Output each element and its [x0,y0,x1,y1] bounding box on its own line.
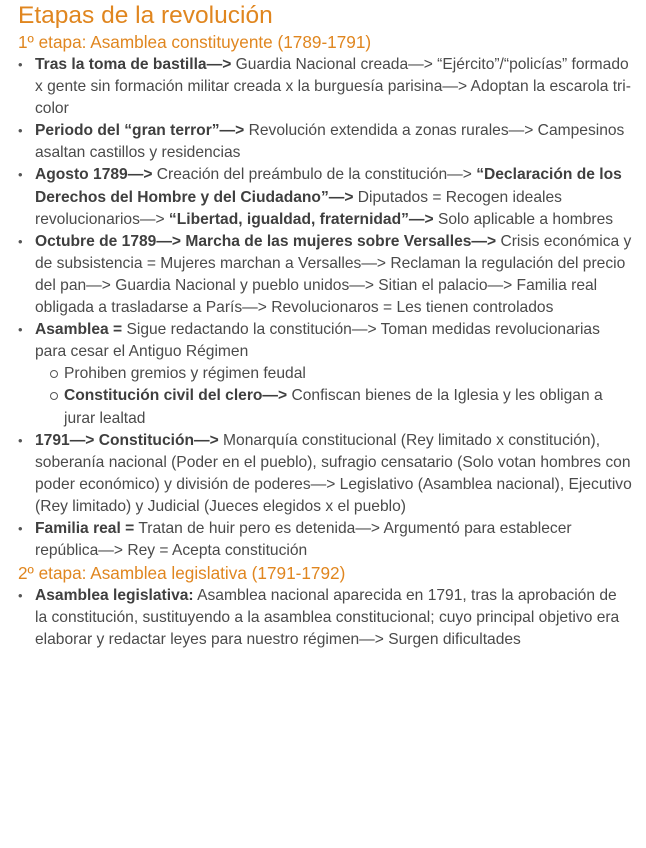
item-text: Diputados = Recogen ideales revolucionarios—> [35,188,562,228]
item-text: Asamblea nacional aparecida en 1791, tras la aprobación de la constitución, sustituyendo a la asamblea constitucional; cuyo principal objetivo era elaborar y redactar leyes para nuestro régimen—> Surgen dificultades [35,587,620,649]
item-text: Creación del preámbulo de la constitución—> [152,166,477,184]
item-text: Monarquía constitucional (Rey limitado x constitución), soberanía nacional (Poder en el pueblo), sufragio censatario (Solo votan hombres con poder económico) y división de poderes—> Legislativo (Asamblea nacional), Ejecutivo (Rey limitado) y Judicial (Jueces elegidos x el pueblo) [35,431,632,515]
item-text: Solo aplicable a hombres [433,210,614,228]
sub-list-item-gremios [35,363,632,385]
stage2-heading: 2º etapa: Asamblea legislativa (1791-1792) [18,563,346,584]
item-text: Tratan de huir pero es detenida—> Argumentó para establecer república—> Rey = Acepta constitución [35,519,572,560]
stage1-list [18,54,632,562]
item-text: Crisis económica y de subsistencia = Mujeres marchan a Versalles—> Reclaman la regulación del precio del pan—> Guardia Nacional y pueblo unidos—> Sitian el palacio—> Familia real obligada a trasladarse a París—> Revolucionaros = Les tienen controlados [35,232,632,317]
sub-item-text: Confiscan bienes de la Iglesia y les obligan a jurar lealtad [64,387,603,427]
list-item-bastilla [18,54,632,120]
item-bold-text: Agosto 1789—> [35,166,153,184]
item-text: Sigue redactando la constitución—> Toman medidas revolucionarias para cesar el Antiguo Régimen [35,321,600,361]
item-bold-text: Periodo del “gran terror”—> [35,122,245,140]
item-bold-text: 1791—> Constitución—> [35,431,219,449]
stage2-list [18,585,632,651]
item-text: Revolución extendida a zonas rurales—> Campesinos asaltan castillos y residencias [35,122,625,162]
item-bold-text: “Libertad, igualdad, fraternidad”—> [168,210,434,228]
page-title: Etapas de la revolución [18,2,273,29]
stage1-heading: 1º etapa: Asamblea constituyente (1789-1791) [18,32,372,52]
sub-item-text: Prohiben gremios y régimen feudal [64,365,306,383]
list-item-familia-real [18,518,632,562]
list-item-1791-constitucion [18,430,632,518]
item-bold-text: Asamblea legislativa: [35,587,194,605]
item-bold-text: “Declaración de los Derechos del Hombre y del Ciudadano”—> [35,166,622,206]
list-item-gran-terror [18,120,632,164]
list-item-agosto-1789 [18,164,632,230]
sub-item-bold-text: Constitución civil del clero—> [64,387,288,405]
item-text: Guardia Nacional creada—> “Ejército”/“policías” formado x gente sin formación militar creada x la burguesía parisina—> Adoptan la escarola tri-color [35,56,631,118]
list-item-octubre-1789 [18,231,632,319]
item-bold-text: Octubre de 1789—> Marcha de las mujeres sobre Versalles—> [35,232,497,250]
item-bold-text: Familia real = [35,519,135,537]
sub-list [35,363,632,429]
item-bold-text: Tras la toma de bastilla—> [35,56,232,73]
list-item-asamblea-legislativa [18,585,632,651]
item-bold-text: Asamblea = [35,321,123,339]
list-item-asamblea [18,319,632,429]
sub-list-item-clero [35,385,632,429]
